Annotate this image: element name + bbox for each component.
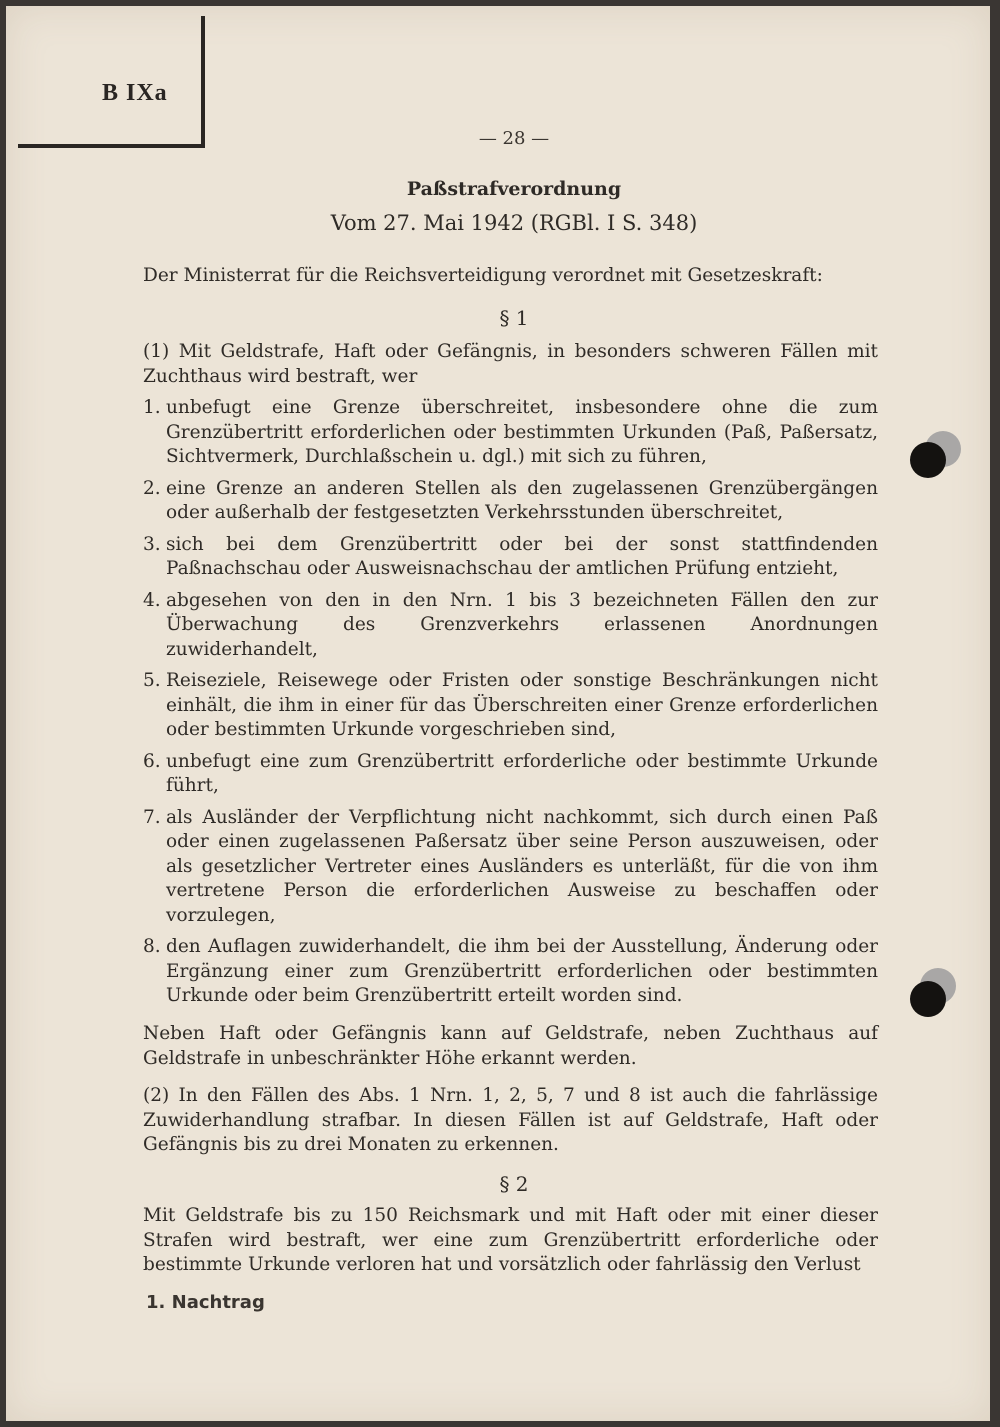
list-item — [143, 935, 878, 1009]
list-item-text: unbefugt eine zum Grenzübertritt erforderliche oder bestimmte Urkunde führt, — [166, 750, 878, 796]
intro-paragraph: Der Ministerrat für die Reichsverteidigung verordnet mit Gesetzeskraft: — [143, 265, 823, 286]
list-item-text: Reiseziele, Reisewege oder Fristen oder sonstige Beschränkungen nicht einhält, die ihm in einer für das Überschreiten einer Grenze erforderlichen oder bestimmten Urkunde vorgeschrieben sind, — [166, 670, 878, 740]
page-number: — 28 — — [478, 128, 550, 149]
list-item — [143, 533, 878, 582]
list-item-text: als Ausländer der Verpflichtung nicht nachkommt, sich durch einen Paß oder einen zugelassenen Paßersatz über seine Person auszuweisen, oder als gesetzlicher Vertreter eines Ausländers es unterläßt, für die von ihm vertretene Person die erforderlichen Ausweise zu beschaffen oder vorzulegen, — [166, 806, 878, 926]
section-1-paragraph-1-tail: Neben Haft oder Gefängnis kann auf Geldstrafe, neben Zuchthaus auf Geldstrafe in unbeschränkter Höhe erkannt werden. — [143, 1023, 878, 1069]
list-item — [143, 477, 878, 526]
list-item-number: 6. — [143, 750, 161, 772]
list-item-number: 1. — [143, 397, 161, 418]
section-1-heading: § 1 — [499, 306, 529, 330]
list-item-text: eine Grenze an anderen Stellen als den zugelassenen Grenzübergängen oder außerhalb der festgesetzten Verkehrsstunden überschreitet, — [166, 477, 878, 523]
list-item-text: sich bei dem Grenzübertritt oder bei der sonst stattfindenden Paßnachschau oder Ausweisnachschau der amtlichen Prüfung entzieht, — [166, 533, 878, 579]
section-1-paragraph-2: (2) In den Fällen des Abs. 1 Nrn. 1, 2, 5, 7 und 8 ist auch die fahrlässige Zuwiderhandlung strafbar. In diesen Fällen ist auf Geldstrafe, Haft oder Gefängnis bis zu drei Monaten zu erkennen. — [143, 1085, 878, 1155]
punch-hole — [910, 981, 946, 1017]
list-item-number: 2. — [143, 477, 161, 499]
list-item-number: 8. — [143, 936, 161, 957]
list-item-text: den Auflagen zuwiderhandelt, die ihm bei der Ausstellung, Änderung oder Ergänzung einer zum Grenzübertritt erforderlichen oder bestimmten Urkunde oder beim Grenzübertritt erteilt worden sind. — [166, 936, 878, 1006]
list-item-text: unbefugt eine Grenze überschreitet, insbesondere ohne die zum Grenzübertritt erforderlichen oder bestimmten Urkunden (Paß, Paßersatz, Sichtvermerk, Durchlaßschein u. dgl.) mit sich zu führen, — [166, 397, 878, 467]
footer-supplement-label: 1. Nachtrag — [146, 1292, 265, 1313]
list-item-number: 3. — [143, 533, 161, 555]
list-item — [143, 589, 878, 663]
list-item — [143, 669, 878, 743]
list-item — [143, 750, 878, 799]
list-item-number: 5. — [143, 670, 161, 691]
list-item — [143, 806, 878, 929]
section-2-heading: § 2 — [499, 1172, 529, 1196]
document-title: Paßstrafverordnung — [406, 178, 622, 200]
list-item-number: 7. — [143, 806, 161, 828]
document-subtitle: Vom 27. Mai 1942 (RGBl. I S. 348) — [330, 211, 698, 235]
document-page — [6, 6, 990, 1421]
punch-hole — [910, 442, 946, 478]
section-1-item-list — [143, 396, 878, 1016]
list-item-text: abgesehen von den in den Nrn. 1 bis 3 bezeichneten Fällen den zur Überwachung des Grenzverkehrs erlassenen Anordnungen zuwiderhandelt, — [166, 589, 878, 660]
section-2-text: Mit Geldstrafe bis zu 150 Reichsmark und mit Haft oder mit einer dieser Strafen wird bestraft, wer eine zum Grenzübertritt erforderliche oder bestimmte Urkunde verloren hat und vorsätzlich oder fahrlässig den Verlust — [143, 1205, 878, 1275]
list-item-number: 4. — [143, 589, 161, 611]
register-tab-label: B IXa — [102, 80, 168, 106]
list-item — [143, 396, 878, 470]
section-1-paragraph-1: (1) Mit Geldstrafe, Haft oder Gefängnis, in besonders schweren Fällen mit Zuchthaus wird bestraft, wer — [143, 341, 878, 387]
